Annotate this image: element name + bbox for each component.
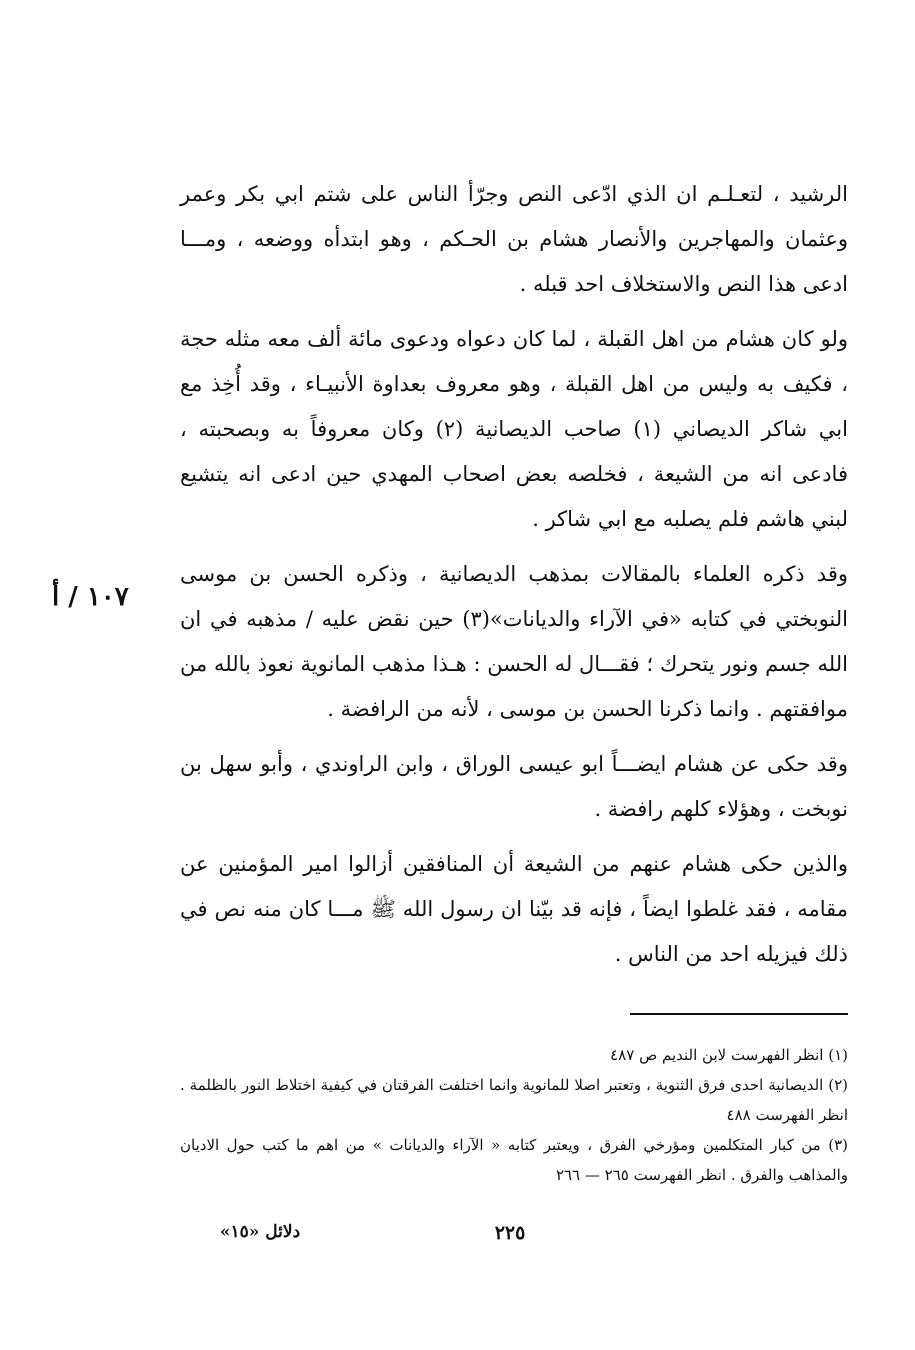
footnote: (٢) الديصانية احدى فرق الثنوية ، وتعتبر اصلا للمانوية وانما اختلفت الفرقتان في كيفية اختلاط النور بالظلمة . انظر الفهرست ٤٨٨ bbox=[180, 1076, 848, 1124]
paragraph: الرشيد ، لتعـلـم ان الذي ادّعى النص وجرّأ الناس على شتم ابي بكر وعمر وعثمان والمهاجرين والأنصار هشام بن الحـكم ، وهو ابتدأه ووضعه ، ومـــا ادعى هذا النص والاستخلاف احد قبله . bbox=[180, 182, 848, 296]
signature-mark: دلائل «١٥» bbox=[219, 1222, 301, 1242]
paragraph: وقد حكى عن هشام ايضـــاً ابو عيسى الوراق ، وابن الراوندي ، وأبو سهل بن نوبخت ، وهؤلاء كلهم رافضة . bbox=[180, 752, 848, 821]
footnote-divider bbox=[630, 1013, 848, 1015]
footnote: (٣) من كبار المتكلمين ومؤرخي الفرق ، ويعتبر كتابه « الآراء والديانات » من اهم ما كتب حول الاديان والمذاهب والفرق . انظر الفهرست ٢٦٥ — ٢٦٦ bbox=[180, 1136, 848, 1184]
paragraph: وقد ذكره العلماء بالمقالات بمذهب الديصانية ، وذكره الحسن بن موسى النوبختي في كتابه «في الآراء والديانات»(٣) حين نقض عليه / مذهبه في ان الله جسم ونور يتحرك ؛ فقـــال له الحسن : هـذا مذهب المانوية نعوذ بالله من موافقتهم . وانما ذكرنا الحسن بن موسى ، لأنه من الرافضة . bbox=[180, 562, 848, 721]
page-number: ٢٢٥ bbox=[494, 1222, 526, 1244]
paragraph: والذين حكى هشام عنهم من الشيعة أن المنافقين أزالوا امير المؤمنين عن مقامه ، فقد غلطوا ايضاً ، فإنه قد بيّنا ان رسول الله ﷺ مـــا كان منه نص في ذلك فيزيله احد من الناس . bbox=[180, 852, 848, 966]
paragraph: ولو كان هشام من اهل القبلة ، لما كان دعواه ودعوى مائة ألف معه مثله حجة ، فكيف به وليس من اهل القبلة ، وهو معروف بعداوة الأنبيـاء ، وقد أُخِذ مع ابي شاكر الديصاني (١) صاحب الديصانية (٢) وكان معروفاً به وبصحبته ، فادعى انه من الشيعة ، فخلصه بعض اصحاب المهدي حين ادعى انه يتشيع لبني هاشم فلم يصلبه مع ابي شاكر . bbox=[180, 327, 848, 531]
manuscript-folio-marker: ١٠٧ / أ bbox=[52, 582, 129, 612]
main-text bbox=[180, 172, 848, 977]
footnote: (١) انظر الفهرست لابن النديم ص ٤٨٧ bbox=[610, 1046, 848, 1064]
footnotes bbox=[180, 1040, 848, 1190]
